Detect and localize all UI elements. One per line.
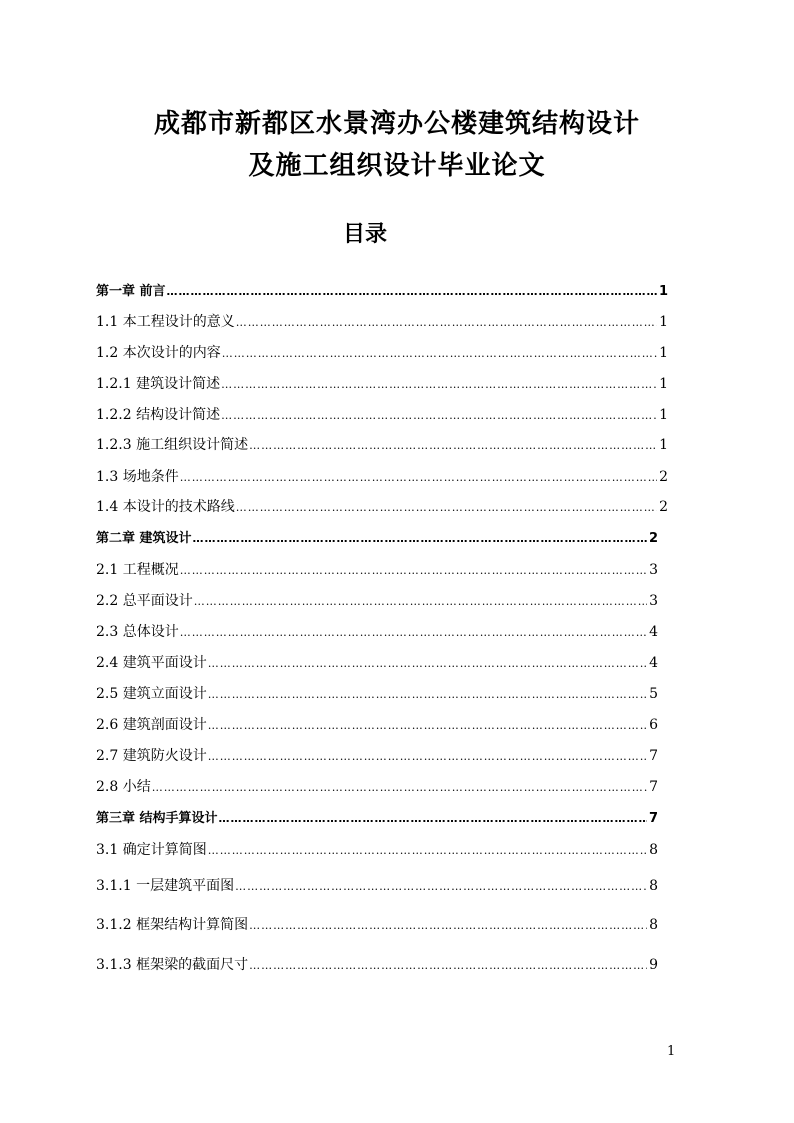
- toc-entry-label: 第一章 前言: [96, 284, 166, 299]
- toc-leader-dots: [208, 654, 647, 674]
- toc-entry-label: 2.4 建筑平面设计: [96, 655, 207, 671]
- toc-entry-label: 第三章 结构手算设计: [96, 811, 218, 826]
- toc-entry-page: 1: [659, 376, 668, 392]
- toc-entry-page: 2: [659, 499, 668, 515]
- toc-entry-label: 2.1 工程概况: [96, 562, 179, 578]
- toc-leader-dots: [194, 592, 647, 612]
- toc-entry[interactable]: [96, 467, 668, 487]
- toc-entry-label: 3.1.3 框架梁的截面尺寸: [96, 957, 249, 973]
- toc-entry-page: 8: [649, 842, 658, 858]
- toc-entry-label: 2.6 建筑剖面设计: [96, 717, 207, 733]
- toc-entry-page: 1: [658, 284, 668, 299]
- toc-leader-dots: [208, 841, 647, 861]
- toc-entry[interactable]: [96, 591, 658, 611]
- toc-entry[interactable]: [96, 374, 668, 394]
- toc-entry-label: 2.5 建筑立面设计: [96, 686, 207, 702]
- toc-entry-page: 8: [649, 917, 658, 933]
- toc-leader-dots: [219, 809, 647, 829]
- toc-leader-dots: [235, 877, 647, 897]
- toc-leader-dots: [193, 529, 647, 549]
- toc-chapter-entry[interactable]: [96, 809, 658, 829]
- toc-entry-label: 2.2 总平面设计: [96, 593, 193, 609]
- toc-entry[interactable]: [96, 435, 668, 455]
- toc-entry-page: 9: [649, 957, 658, 973]
- toc-leader-dots: [208, 685, 647, 705]
- toc-entry[interactable]: [96, 560, 658, 580]
- toc-entry[interactable]: [96, 840, 658, 860]
- toc-entry[interactable]: [96, 312, 668, 332]
- toc-entry-label: 1.3 场地条件: [96, 469, 179, 485]
- toc-entry[interactable]: [96, 955, 658, 975]
- toc-entry-page: 5: [649, 686, 658, 702]
- toc-entry-page: 1: [659, 314, 668, 330]
- toc-leader-dots: [208, 716, 647, 736]
- toc-entry[interactable]: [96, 622, 658, 642]
- toc-leader-dots: [222, 344, 657, 364]
- toc-leader-dots: [221, 406, 657, 426]
- toc-entry[interactable]: [96, 497, 668, 517]
- toc-entry-label: 3.1.1 一层建筑平面图: [96, 878, 235, 894]
- toc-entry[interactable]: [96, 915, 658, 935]
- toc-entry[interactable]: [96, 405, 668, 425]
- toc-leader-dots: [249, 916, 647, 936]
- toc-entry-label: 1.1 本工程设计的意义: [96, 314, 235, 330]
- toc-entry-page: 6: [649, 717, 658, 733]
- toc-entry[interactable]: [96, 777, 658, 797]
- toc-entry[interactable]: [96, 876, 658, 896]
- toc-leader-dots: [236, 313, 657, 333]
- toc-entry[interactable]: [96, 715, 658, 735]
- document-title-line-2: 及施工组织设计毕业论文: [248, 151, 546, 181]
- document-title-line-1: 成都市新都区水景湾办公楼建筑结构设计: [153, 109, 640, 139]
- toc-entry-label: 2.7 建筑防火设计: [96, 748, 207, 764]
- toc-chapter-entry[interactable]: [96, 529, 658, 549]
- toc-entry-page: 2: [648, 531, 658, 546]
- toc-entry-label: 3.1.2 框架结构计算简图: [96, 917, 249, 933]
- toc-entry-label: 3.1 确定计算简图: [96, 842, 207, 858]
- toc-entry-page: 7: [649, 779, 658, 795]
- toc-entry-label: 1.2.2 结构设计简述: [96, 407, 221, 423]
- toc-leader-dots: [249, 436, 657, 456]
- toc-leader-dots: [180, 468, 657, 488]
- toc-leader-dots: [236, 498, 657, 518]
- page-number: 1: [667, 1044, 676, 1059]
- toc-heading: 目录: [342, 222, 387, 247]
- toc-leader-dots: [249, 956, 647, 976]
- toc-entry-page: 7: [649, 748, 658, 764]
- toc-entry-page: 1: [659, 345, 668, 361]
- toc-leader-dots: [180, 561, 647, 581]
- toc-entry[interactable]: [96, 343, 668, 363]
- toc-chapter-entry[interactable]: [96, 282, 668, 302]
- toc-entry[interactable]: [96, 684, 658, 704]
- toc-entry-page: 1: [659, 437, 668, 453]
- toc-entry-page: 1: [659, 407, 668, 423]
- toc-entry-page: 3: [649, 593, 658, 609]
- toc-leader-dots: [152, 778, 647, 798]
- toc-entry-label: 1.4 本设计的技术路线: [96, 499, 235, 515]
- toc-entry-page: 4: [649, 655, 658, 671]
- toc-leader-dots: [208, 747, 647, 767]
- toc-entry[interactable]: [96, 653, 658, 673]
- toc-entry[interactable]: [96, 746, 658, 766]
- toc-entry-label: 1.2.1 建筑设计简述: [96, 376, 221, 392]
- toc-entry-label: 第二章 建筑设计: [96, 531, 192, 546]
- toc-entry-page: 2: [659, 469, 668, 485]
- toc-entry-page: 8: [649, 878, 658, 894]
- toc-entry-page: 4: [649, 624, 658, 640]
- toc-leader-dots: [221, 375, 657, 395]
- toc-leader-dots: [167, 282, 657, 302]
- toc-entry-label: 1.2 本次设计的内容: [96, 345, 221, 361]
- toc-entry-label: 2.8 小结: [96, 779, 151, 795]
- toc-entry-label: 1.2.3 施工组织设计简述: [96, 437, 249, 453]
- toc-entry-page: 3: [649, 562, 658, 578]
- toc-entry-label: 2.3 总体设计: [96, 624, 179, 640]
- toc-entry-page: 7: [648, 811, 658, 826]
- toc-leader-dots: [180, 623, 647, 643]
